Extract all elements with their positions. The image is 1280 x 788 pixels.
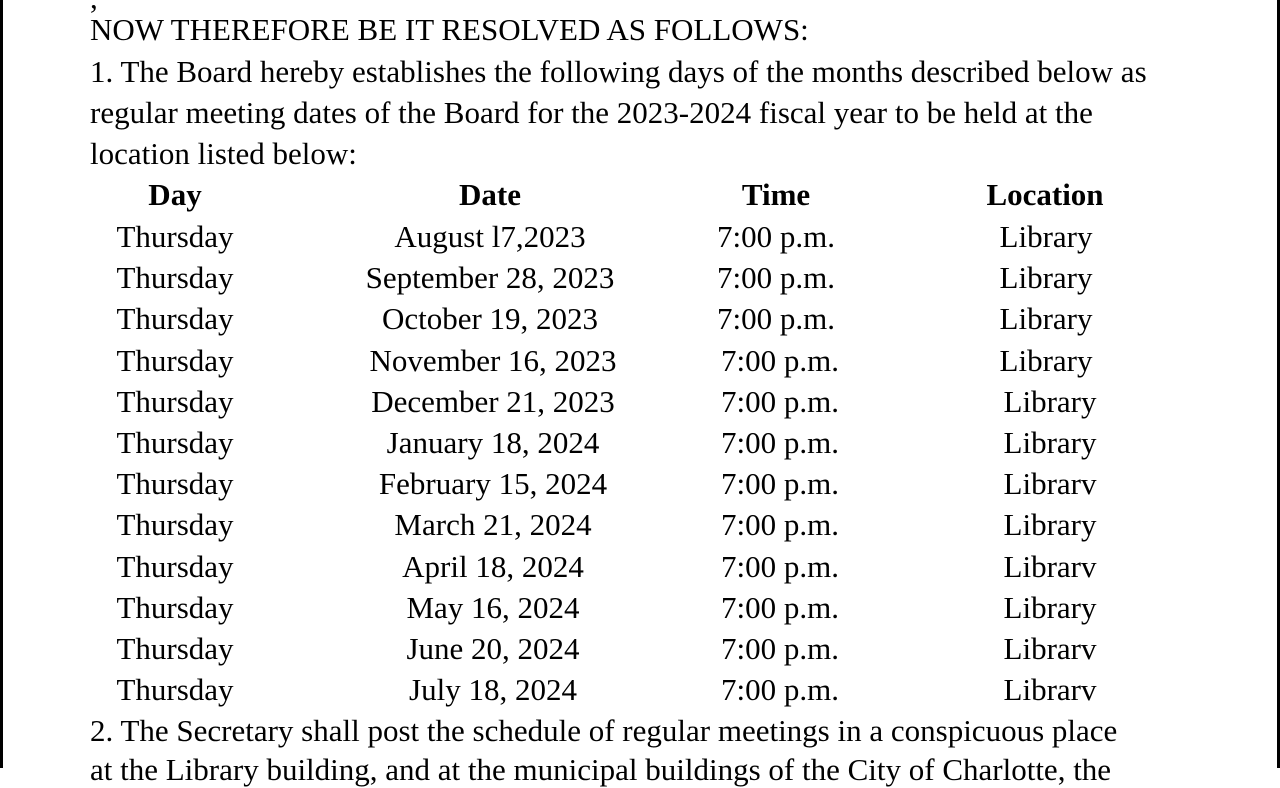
cell-day: Thursday (116, 631, 234, 666)
cell-location: Librarv (1003, 466, 1097, 501)
cell-location: Library (1003, 425, 1097, 460)
cell-day: Thursday (116, 466, 234, 501)
paragraph-2-line-1: 2. The Secretary shall post the schedule of regular meetings in a conspicuous place (90, 713, 1118, 748)
cell-date: August l7,2023 (394, 219, 586, 254)
cell-location: Librarv (1003, 549, 1097, 584)
cell-day: Thursday (116, 507, 234, 542)
cell-date: June 20, 2024 (406, 631, 580, 666)
header-date: Date (459, 177, 521, 212)
cell-day: Thursday (116, 260, 234, 295)
cell-location: Library (1003, 590, 1097, 625)
cell-time: 7:00 p.m. (721, 507, 839, 542)
resolution-heading: NOW THEREFORE BE IT RESOLVED AS FOLLOWS: (90, 12, 809, 47)
cell-time: 7:00 p.m. (721, 590, 839, 625)
cell-location: Library (1003, 384, 1097, 419)
cell-location: Librarv (1003, 631, 1097, 666)
cell-time: 7:00 p.m. (717, 260, 835, 295)
cell-date: February 15, 2024 (378, 466, 608, 501)
cell-location: Library (999, 219, 1093, 254)
cell-time: 7:00 p.m. (721, 384, 839, 419)
paragraph-2-line-2-clipped: at the Library building, and at the municipal buildings of the City of Charlotte, the (90, 752, 1112, 787)
cell-date: November 16, 2023 (369, 343, 617, 378)
cell-day: Thursday (116, 219, 234, 254)
cell-time: 7:00 p.m. (717, 219, 835, 254)
cell-day: Thursday (116, 590, 234, 625)
cell-time: 7:00 p.m. (717, 301, 835, 336)
cell-date: December 21, 2023 (371, 384, 615, 419)
cell-date: March 21, 2024 (394, 507, 592, 542)
cell-date: January 18, 2024 (386, 425, 600, 460)
cell-location: Library (999, 301, 1093, 336)
cell-location: Library (999, 343, 1093, 378)
header-day: Day (148, 177, 202, 212)
cell-day: Thursday (116, 672, 234, 707)
cell-location: Library (999, 260, 1093, 295)
cell-day: Thursday (116, 425, 234, 460)
cell-date: July 18, 2024 (409, 672, 577, 707)
cell-time: 7:00 p.m. (721, 672, 839, 707)
header-location: Location (986, 177, 1104, 212)
cell-time: 7:00 p.m. (721, 631, 839, 666)
cell-time: 7:00 p.m. (721, 425, 839, 460)
paragraph-1-line-2: regular meeting dates of the Board for the 2023-2024 fiscal year to be held at the (90, 95, 1093, 130)
header-time: Time (741, 177, 811, 212)
cell-date: May 16, 2024 (406, 590, 580, 625)
cell-date: April 18, 2024 (402, 549, 584, 584)
cell-day: Thursday (116, 549, 234, 584)
cell-time: 7:00 p.m. (721, 466, 839, 501)
cell-day: Thursday (116, 343, 234, 378)
cell-day: Thursday (116, 384, 234, 419)
paragraph-1-line-3: location listed below: (90, 136, 357, 171)
cell-location: Library (1003, 507, 1097, 542)
cell-date: September 28, 2023 (365, 260, 615, 295)
cell-time: 7:00 p.m. (721, 343, 839, 378)
cell-day: Thursday (116, 301, 234, 336)
cell-date: October 19, 2023 (381, 301, 599, 336)
cell-time: 7:00 p.m. (721, 549, 839, 584)
paragraph-1-line-1: 1. The Board hereby establishes the following days of the months described below as (90, 54, 1147, 89)
cell-location: Librarv (1003, 672, 1097, 707)
